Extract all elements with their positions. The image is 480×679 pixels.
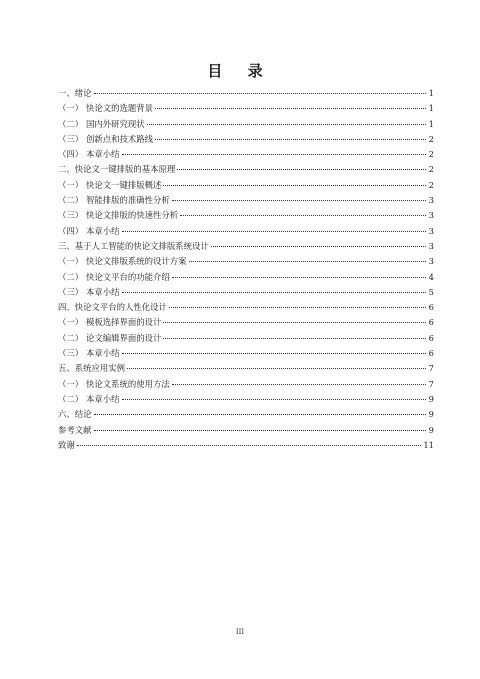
toc-entry[interactable]: [58, 300, 434, 315]
toc-leader-dots: [177, 168, 426, 170]
page-number: III: [235, 628, 245, 636]
toc-entry-number: （二）: [58, 195, 84, 206]
toc-entry-number: （一）: [58, 179, 84, 190]
toc-entry-page: 3: [428, 210, 434, 221]
toc-entry-label: [58, 300, 167, 315]
toc-entry-page: 6: [428, 317, 434, 328]
toc-entry-page: 1: [428, 88, 434, 98]
toc-entry-text: 快论文排版的快速性分析: [86, 210, 179, 221]
toc-entry[interactable]: [58, 117, 434, 132]
toc-entry-label: [58, 315, 161, 330]
toc-entry[interactable]: [58, 270, 434, 285]
toc-entry-text: 本章小结: [86, 225, 120, 236]
toc-entry-number: （三）: [58, 133, 84, 144]
toc-entry[interactable]: [58, 208, 434, 223]
toc-leader-dots: [163, 337, 426, 339]
toc-entry-number: （二）: [58, 271, 84, 282]
toc-entry-number: （一）: [58, 378, 84, 389]
toc-entry-text: 本章小结: [86, 286, 120, 297]
toc-entry-text: 本章小结: [86, 393, 120, 404]
toc-entry-label: [58, 162, 175, 177]
table-of-contents: [58, 86, 434, 453]
toc-entry-label: [58, 331, 161, 346]
toc-entry[interactable]: [58, 438, 434, 453]
toc-entry[interactable]: [58, 193, 434, 208]
toc-entry-number: （四）: [58, 149, 84, 160]
toc-entry[interactable]: [58, 254, 434, 269]
toc-leader-dots: [180, 214, 426, 216]
toc-entry[interactable]: [58, 346, 434, 361]
toc-leader-dots: [94, 413, 427, 415]
toc-entry[interactable]: [58, 162, 434, 177]
toc-entry[interactable]: [58, 361, 434, 376]
toc-entry-text: 智能排版的准确性分析: [86, 195, 170, 206]
toc-entry-page: 7: [428, 363, 434, 374]
toc-leader-dots: [163, 321, 426, 323]
toc-entry[interactable]: [58, 407, 434, 422]
toc-leader-dots: [155, 138, 426, 140]
toc-leader-dots: [169, 306, 426, 308]
toc-leader-dots: [122, 153, 427, 155]
toc-entry-label: [58, 193, 170, 208]
toc-entry[interactable]: [58, 377, 434, 392]
toc-entry-page: 2: [428, 149, 434, 160]
toc-entry-text: 快论文排版系统的设计方案: [86, 256, 187, 267]
toc-entry-number: （三）: [58, 348, 84, 359]
toc-entry-label: [58, 254, 187, 269]
toc-entry-page: 3: [428, 256, 434, 267]
toc-entry[interactable]: [58, 392, 434, 407]
toc-entry-page: 3: [428, 195, 434, 206]
toc-leader-dots: [172, 276, 426, 278]
toc-leader-dots: [94, 92, 427, 94]
toc-entry-page: 2: [428, 179, 434, 190]
toc-entry-text: 论文编辑界面的设计: [86, 332, 162, 343]
toc-entry-label: [58, 285, 120, 300]
toc-entry-label: [58, 377, 170, 392]
toc-leader-dots: [189, 260, 427, 262]
toc-entry-text: 快论文一键排版概述: [86, 179, 162, 190]
toc-leader-dots: [122, 352, 427, 354]
toc-entry-label: [58, 407, 92, 422]
toc-entry-number: （四）: [58, 225, 84, 236]
toc-entry[interactable]: [58, 132, 434, 147]
toc-entry-page: 7: [428, 378, 434, 389]
toc-leader-dots: [122, 230, 427, 232]
toc-entry-text: 国内外研究现状: [86, 118, 145, 129]
toc-leader-dots: [127, 367, 426, 369]
toc-entry[interactable]: [58, 315, 434, 330]
toc-entry-number: （一）: [58, 317, 84, 328]
toc-leader-dots: [172, 199, 426, 201]
toc-leader-dots: [147, 123, 426, 125]
toc-leader-dots: [122, 291, 427, 293]
toc-entry-page: 5: [428, 286, 434, 297]
toc-entry[interactable]: [58, 147, 434, 162]
toc-leader-dots: [94, 429, 427, 431]
toc-entry-page: 1: [428, 103, 434, 114]
toc-entry-page: 9: [428, 424, 434, 435]
toc-entry-label: [58, 147, 120, 162]
toc-entry-label: [58, 239, 209, 254]
toc-entry-label: [58, 438, 75, 453]
toc-entry-page: 6: [428, 348, 434, 359]
toc-entry-label: [58, 86, 92, 101]
toc-entry-page: 9: [428, 409, 434, 420]
toc-entry-text: 模板选择界面的设计: [86, 317, 162, 328]
toc-leader-dots: [155, 107, 426, 109]
toc-entry-page: 6: [428, 332, 434, 343]
toc-entry[interactable]: [58, 224, 434, 239]
toc-entry-label: [58, 361, 125, 376]
toc-entry-number: （三）: [58, 286, 84, 297]
toc-leader-dots: [211, 245, 426, 247]
toc-leader-dots: [77, 444, 422, 446]
toc-entry-page: 2: [428, 164, 434, 175]
toc-entry-text: 六、结论: [58, 409, 92, 420]
toc-entry-text: 参考文献: [58, 424, 92, 435]
toc-entry-label: [58, 132, 153, 147]
toc-entry-text: 本章小结: [86, 149, 120, 160]
toc-entry-number: （一）: [58, 103, 84, 114]
toc-entry-text: 二、快论文一键排版的基本原理: [58, 164, 176, 175]
toc-entry[interactable]: [58, 285, 434, 300]
page-title: 目 录: [207, 62, 273, 80]
toc-entry-page: 3: [428, 240, 434, 251]
toc-entry-number: （二）: [58, 393, 84, 404]
toc-entry-number: （二）: [58, 118, 84, 129]
toc-entry-text: 致谢: [58, 439, 75, 450]
toc-entry-label: [58, 270, 170, 285]
toc-entry-label: [58, 224, 120, 239]
toc-entry[interactable]: [58, 178, 434, 193]
toc-entry[interactable]: [58, 101, 434, 116]
toc-entry-page: 4: [428, 271, 434, 282]
toc-entry-text: 五、系统应用实例: [58, 363, 125, 374]
toc-leader-dots: [172, 383, 426, 385]
toc-entry-number: （一）: [58, 256, 84, 267]
toc-entry-label: [58, 117, 145, 132]
toc-entry[interactable]: [58, 331, 434, 346]
toc-entry-label: [58, 208, 178, 223]
toc-entry[interactable]: [58, 423, 434, 438]
toc-entry-text: 四、快论文平台的人性化设计: [58, 302, 167, 313]
toc-entry-text: 本章小结: [86, 348, 120, 359]
toc-entry-text: 一、绪论: [58, 88, 92, 98]
toc-entry-label: [58, 101, 153, 116]
toc-entry-label: [58, 392, 120, 407]
toc-entry-page: 11: [423, 439, 434, 450]
toc-leader-dots: [163, 184, 426, 186]
toc-leader-dots: [122, 398, 427, 400]
toc-entry-text: 三、基于人工智能的快论文排版系统设计: [58, 240, 209, 251]
toc-entry-text: 快论文平台的功能介绍: [86, 271, 170, 282]
toc-entry-page: 2: [428, 133, 434, 144]
toc-entry-page: 9: [428, 393, 434, 404]
toc-entry-number: （三）: [58, 210, 84, 221]
toc-entry-number: （二）: [58, 332, 84, 343]
toc-entry-page: 1: [428, 118, 434, 129]
toc-entry-label: [58, 423, 92, 438]
toc-entry-page: 6: [428, 302, 434, 313]
toc-entry-page: 3: [428, 225, 434, 236]
toc-entry[interactable]: [58, 86, 434, 101]
toc-entry-label: [58, 178, 161, 193]
toc-entry-label: [58, 346, 120, 361]
toc-entry[interactable]: [58, 239, 434, 254]
toc-entry-text: 快论文系统的使用方法: [86, 378, 170, 389]
toc-entry-text: 创新点和技术路线: [86, 133, 153, 144]
toc-entry-text: 快论文的选题背景: [86, 103, 153, 114]
